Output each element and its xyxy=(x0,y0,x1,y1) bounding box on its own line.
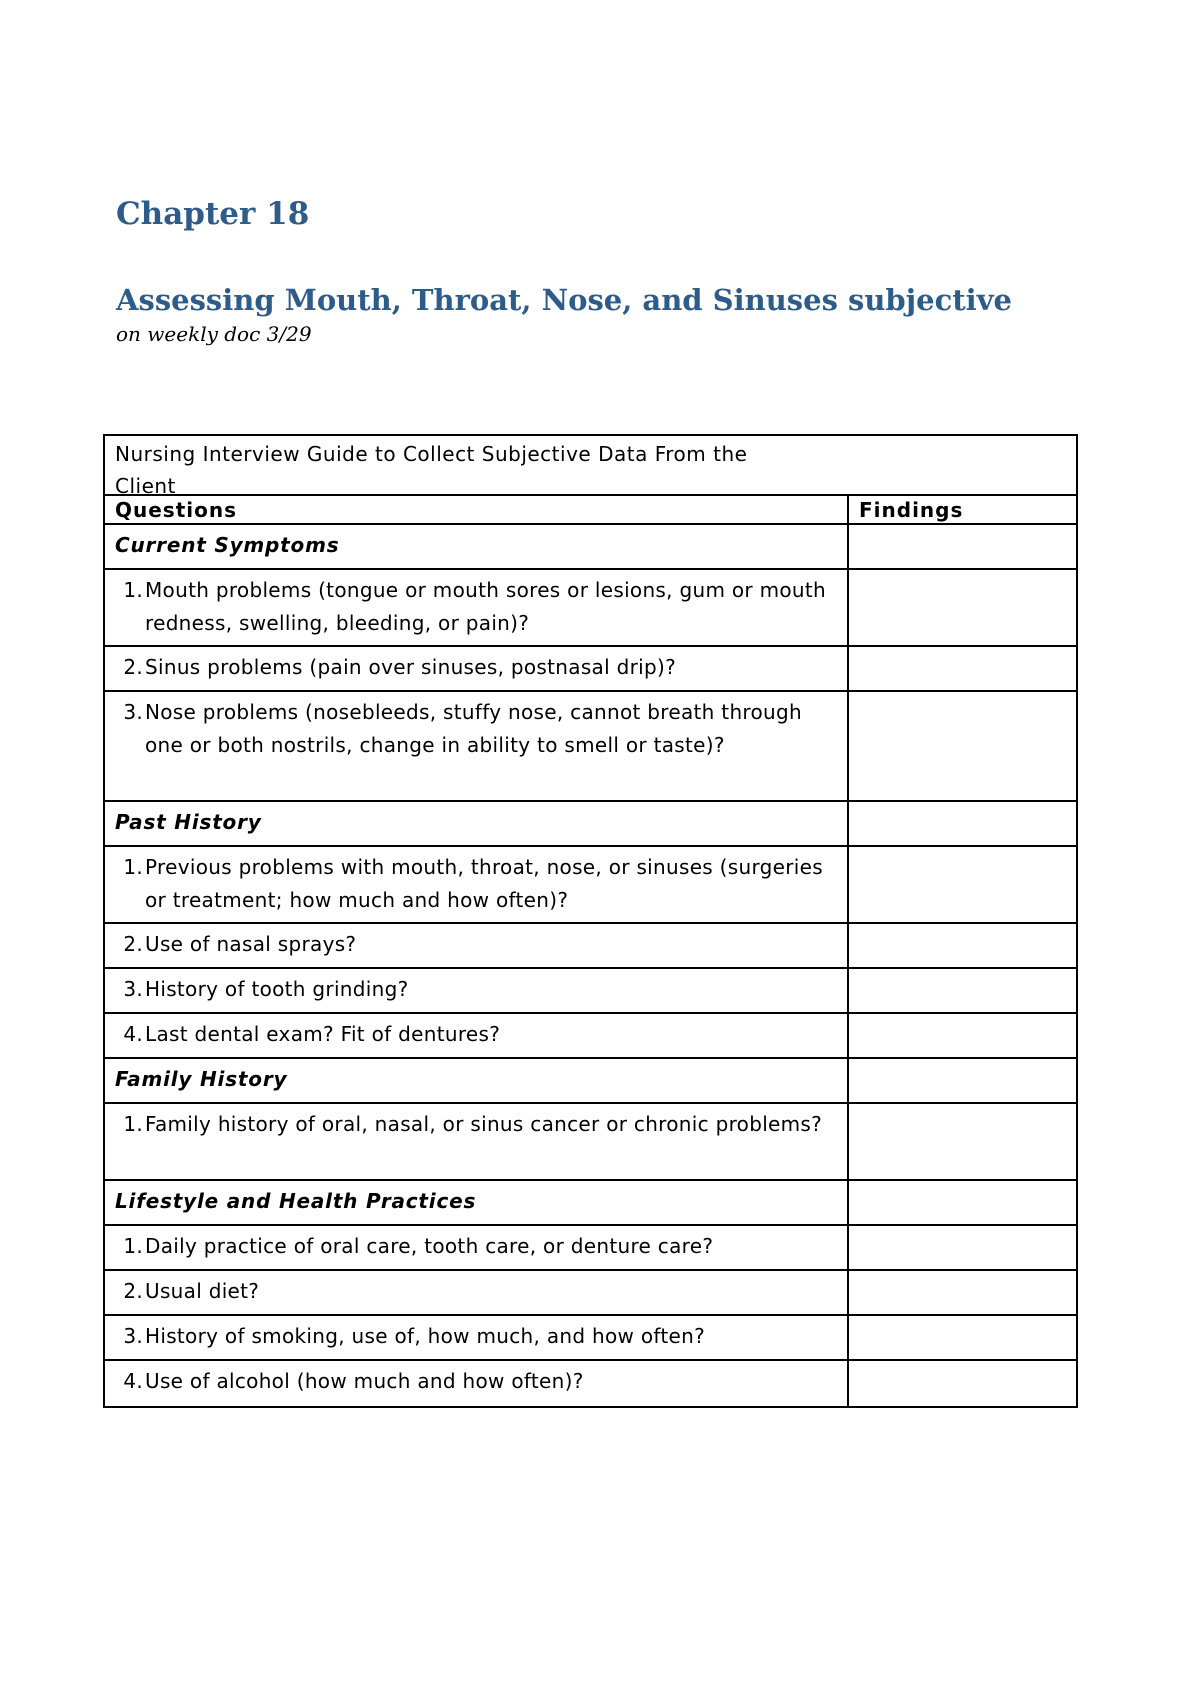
question-cell xyxy=(105,1316,849,1359)
page-title: Assessing Mouth, Throat, Nose, and Sinuses subjective xyxy=(116,283,1012,317)
question-text: Daily practice of oral care, tooth care, or denture care? xyxy=(145,1234,714,1258)
table-caption xyxy=(105,436,1076,496)
question-number: 1. xyxy=(123,578,143,602)
section-row-family-history xyxy=(105,1059,1076,1104)
question-row xyxy=(105,692,1076,802)
findings-cell[interactable] xyxy=(849,570,1076,645)
findings-cell[interactable] xyxy=(849,1316,1076,1359)
question-cell xyxy=(105,692,849,800)
question-cell xyxy=(105,1226,849,1269)
question-cell xyxy=(105,570,849,645)
question-number: 3. xyxy=(123,1324,143,1348)
section-title: Past History xyxy=(105,802,849,845)
question-text: Mouth problems (tongue or mouth sores or lesions, gum or mouth redness, swelling, bleeding, or pain)? xyxy=(145,578,827,635)
questions-column-header: Questions xyxy=(105,496,849,523)
question-number: 3. xyxy=(123,700,143,724)
question-number: 1. xyxy=(123,1112,143,1136)
question-number: 2. xyxy=(123,1279,143,1303)
findings-cell[interactable] xyxy=(849,802,1076,845)
question-row xyxy=(105,570,1076,647)
findings-column-header: Findings xyxy=(859,498,964,522)
question-text: Use of nasal sprays? xyxy=(145,932,357,956)
findings-cell[interactable] xyxy=(849,1361,1076,1406)
question-text: Last dental exam? Fit of dentures? xyxy=(145,1022,501,1046)
interview-guide-table xyxy=(103,434,1078,1408)
question-number: 4. xyxy=(123,1369,143,1393)
section-row-current-symptoms xyxy=(105,525,1076,570)
question-cell xyxy=(105,647,849,690)
section-title: Lifestyle and Health Practices xyxy=(105,1181,849,1224)
question-text: History of smoking, use of, how much, and how often? xyxy=(145,1324,706,1348)
findings-cell[interactable] xyxy=(849,1226,1076,1269)
column-header-row xyxy=(105,496,1076,525)
question-number: 2. xyxy=(123,932,143,956)
question-text: Previous problems with mouth, throat, nose, or sinuses (surgeries or treatment; how much and how often)? xyxy=(145,855,823,912)
question-text: History of tooth grinding? xyxy=(145,977,409,1001)
question-number: 2. xyxy=(123,655,143,679)
findings-cell[interactable] xyxy=(849,1059,1076,1102)
question-cell xyxy=(105,1104,849,1179)
question-row xyxy=(105,1361,1076,1406)
findings-cell[interactable] xyxy=(849,1181,1076,1224)
question-cell xyxy=(105,1361,849,1406)
findings-cell[interactable] xyxy=(849,525,1076,568)
question-row xyxy=(105,1014,1076,1059)
question-row xyxy=(105,1316,1076,1361)
section-title: Current Symptoms xyxy=(105,525,849,568)
question-row xyxy=(105,1226,1076,1271)
question-row xyxy=(105,1271,1076,1316)
question-text: Sinus problems (pain over sinuses, postnasal drip)? xyxy=(145,655,677,679)
question-number: 1. xyxy=(123,855,143,879)
question-text: Family history of oral, nasal, or sinus cancer or chronic problems? xyxy=(145,1112,823,1136)
question-cell xyxy=(105,969,849,1012)
question-text: Use of alcohol (how much and how often)? xyxy=(145,1369,584,1393)
section-row-lifestyle xyxy=(105,1181,1076,1226)
question-number: 4. xyxy=(123,1022,143,1046)
findings-cell[interactable] xyxy=(849,969,1076,1012)
findings-cell[interactable] xyxy=(849,847,1076,922)
question-row xyxy=(105,647,1076,692)
question-text: Usual diet? xyxy=(145,1279,260,1303)
question-cell xyxy=(105,1014,849,1057)
question-row xyxy=(105,847,1076,924)
findings-cell[interactable] xyxy=(849,924,1076,967)
question-cell xyxy=(105,924,849,967)
findings-cell[interactable] xyxy=(849,1271,1076,1314)
findings-cell[interactable] xyxy=(849,1014,1076,1057)
question-cell xyxy=(105,847,849,922)
question-row xyxy=(105,969,1076,1014)
question-row xyxy=(105,924,1076,969)
section-title: Family History xyxy=(105,1059,849,1102)
findings-cell[interactable] xyxy=(849,647,1076,690)
table-caption-text: Nursing Interview Guide to Collect Subjective Data From the Client xyxy=(115,442,748,498)
findings-cell[interactable] xyxy=(849,1104,1076,1179)
question-cell xyxy=(105,1271,849,1314)
question-number: 1. xyxy=(123,1234,143,1258)
question-number: 3. xyxy=(123,977,143,1001)
question-row xyxy=(105,1104,1076,1181)
section-row-past-history xyxy=(105,802,1076,847)
chapter-heading: Chapter 18 xyxy=(116,196,310,232)
findings-cell[interactable] xyxy=(849,692,1076,800)
question-text: Nose problems (nosebleeds, stuffy nose, cannot breath through one or both nostrils, change in ability to smell or taste)? xyxy=(145,700,802,757)
subtitle-note: on weekly doc 3/29 xyxy=(116,322,312,346)
